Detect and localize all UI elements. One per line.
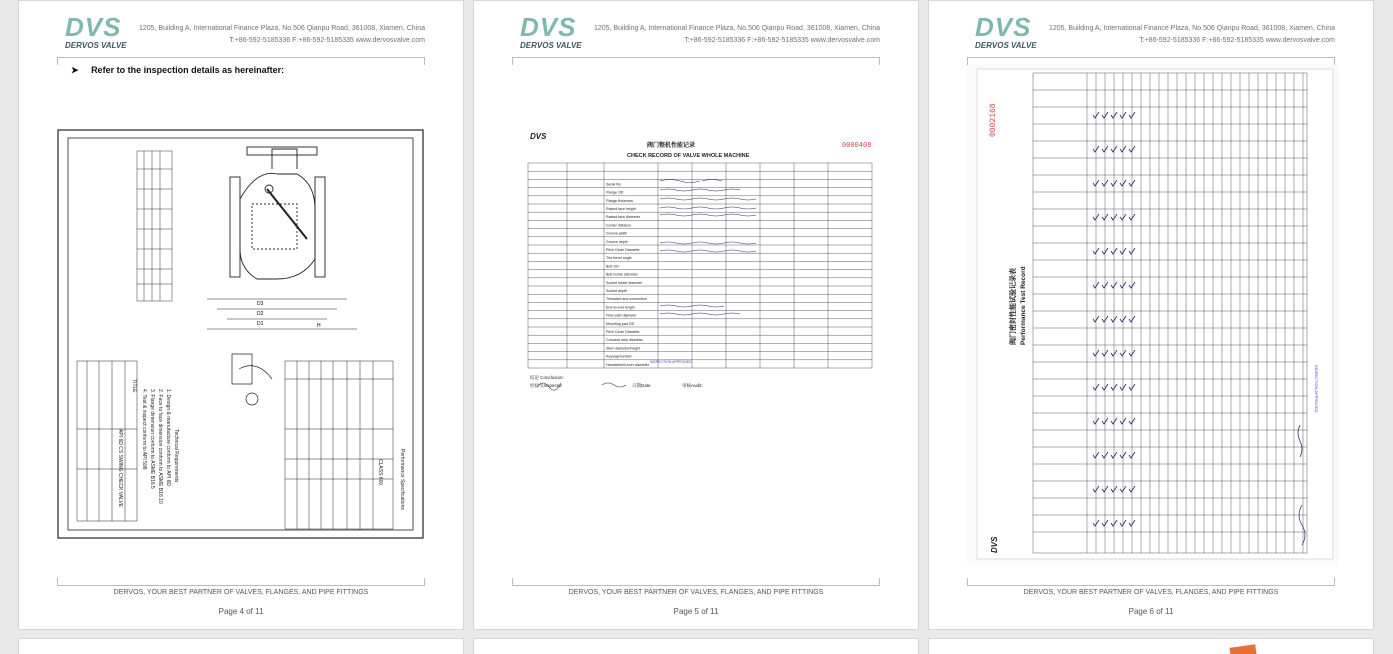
document-page-7 [18,638,464,654]
drawing-subtitle: API 6D CS SWING CHECK VALVE [117,429,123,508]
company-logo [520,12,600,53]
footer-slogan: DERVOS, YOUR BEST PARTNER OF VALVES, FLANGES, AND PIPE FITTINGS [113,589,369,596]
record-row-label: Raised face height [606,207,636,211]
record-row-label: Pitch Circle Diameter [606,248,640,252]
record-logo: DVS [530,132,547,141]
record-row-label: Socket inside diameter [606,280,643,285]
record-row-label: Keyway/number [606,354,632,359]
company-address [594,23,880,47]
page-header [19,1,463,61]
test-title-en: Performance Test Record [1020,266,1027,345]
record-row-label: Flange thickness [606,198,633,203]
header-rule [512,57,880,65]
test-logo: DVS [990,536,999,553]
logo-mark: DVS [520,12,577,42]
test-number: 0002168 [989,103,998,137]
record-row-label: Raised face diameter [606,215,640,220]
svg-text:1. Design & manufacture confor: 1. Design & manufacture conform to API 6D [165,389,171,486]
svg-text:H: H [317,323,321,329]
svg-text:3. Flange dimension conform to: 3. Flange dimension conform to ASME B16.5 [149,389,155,489]
svg-text:2. Face to face dimension conf: 2. Face to face dimension conform to ASME B16.10 [157,389,163,504]
footer-rule [512,578,880,586]
footer-slogan: DERVOS, YOUR BEST PARTNER OF VALVES, FLANGES, AND PIPE FITTINGS [1023,589,1279,596]
svg-text:D1: D1 [257,321,264,327]
record-row-label: Mounting pad OD [606,321,635,326]
record-row-label: Serial No. [606,182,622,187]
logo-name: DERVOS VALVE [65,41,127,50]
logo-mark: DVS [975,12,1032,42]
tech-title: Technical Requirements [173,429,179,483]
page-number: Page 6 of 11 [1128,607,1174,616]
document-page-8 [473,638,919,654]
record-inspector: 检验员Inspector [530,383,563,388]
record-row-label: Groove width [606,231,628,236]
record-row-label: Flow path diameter [606,313,637,318]
footer-rule [967,578,1335,586]
address-line: 1205, Building A, International Finance Plaza, No.506 Qianpu Road, 361008, Xiamen, China [1048,25,1335,32]
contact-line: T:+86-592-5185336 F:+86-592-5185335 www.dervosvalve.com [684,37,880,44]
record-row-label: Butt inside diameter [606,272,638,277]
record-title-en: CHECK RECORD OF VALVE WHOLE MACHINE [627,153,750,159]
record-date: 日期Date [632,383,651,388]
record-row-label: Socket depth [606,289,627,293]
document-page-5 [473,0,919,630]
record-conclusion: 结论 Conclusion: [530,375,564,380]
company-address [1049,23,1335,47]
record-row-label: Center distance [606,223,632,228]
record-row-label: Groove depth [606,239,628,244]
record-row-label: Pitch Circle Diameter [606,330,640,334]
contact-line: T:+86-592-5185336 F:+86-592-5185335 www.dervosvalve.com [1139,37,1335,44]
performance-test-record [967,65,1339,565]
svg-text:4. Test & inspect conform to A: 4. Test & inspect conform to API 598 [141,389,147,470]
contact-line: T:+86-592-5185336 F:+86-592-5185335 www.dervosvalve.com [229,37,425,44]
record-row-label: Flange OD [606,190,624,195]
page-number: Page 5 of 11 [673,607,719,616]
record-row-label: Threaded and connection [606,297,647,302]
inspection-bullet [71,65,284,76]
svg-text:D2: D2 [257,311,264,317]
bullet-arrow-icon: ➤ [71,65,79,75]
address-line: 1205, Building A, International Finance Plaza, No.506 Qianpu Road, 361008, Xiamen, China [593,25,880,32]
page-header [929,1,1373,61]
page-number: Page 4 of 11 [218,607,264,616]
perf-title: Performance Specifications [399,449,405,510]
valve-check-record [512,123,888,399]
svg-text:D3: D3 [257,301,264,307]
page-header [474,1,918,61]
record-row-label: Butt OD [606,264,619,269]
company-logo [65,12,145,53]
company-logo [975,12,1055,53]
company-address [139,23,425,47]
record-row-label: The bevel angle [606,256,632,261]
record-row-label: End-to-end length [606,305,635,310]
logo-mark: DVS [65,12,122,42]
test-title-cn: 阀门密封性能试验记录表 [1009,268,1017,345]
inspection-stamp [650,360,692,364]
address-line: 1205, Building A, International Finance Plaza, No.506 Qianpu Road, 361008, Xiamen, China [138,25,425,32]
document-page-6 [928,0,1374,630]
record-title-cn: 阀门整机性能记录 [647,142,696,149]
stamp-text: INSPECTION APPROVED [650,360,692,364]
drawing-title: TITLE [131,379,137,393]
test-stamp: INSPECTION APPROVED [1314,365,1319,413]
header-rule [967,57,1335,65]
footer-rule [57,578,425,586]
document-page-9 [928,638,1374,654]
bullet-text: Refer to the inspection details as hereinafter: [91,65,285,75]
class-label: CLASS 600 [377,459,383,486]
record-row-label: Concave step diameter [606,338,643,343]
logo-name: DERVOS VALVE [975,41,1037,50]
record-row-label: Handwheel/Lever diameter [606,362,649,367]
logo-name: DERVOS VALVE [520,41,582,50]
valve-drawing [57,129,424,539]
record-number: 0000408 [842,142,872,150]
document-page-4 [18,0,464,630]
header-rule [57,57,425,65]
footer-slogan: DERVOS, YOUR BEST PARTNER OF VALVES, FLANGES, AND PIPE FITTINGS [568,589,824,596]
record-row-label: Stem diameter/height [606,346,641,351]
record-audit: 审核Audit: [682,383,703,388]
